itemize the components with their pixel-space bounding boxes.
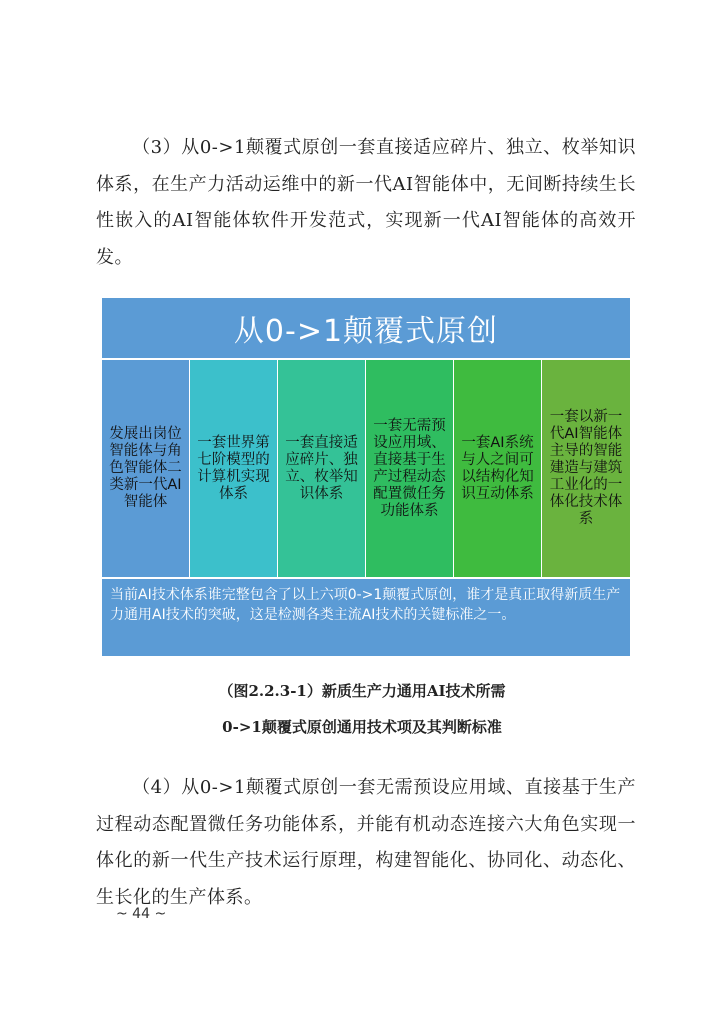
diagram-footer-note: 当前AI技术体系谁完整包含了以上六项0->1颠覆式原创，谁才是真正取得新质生产力通用AI技术的突破，这是检测各类主流AI技术的关键标准之一。 [102, 579, 630, 656]
diagram-column-label: 一套无需预设应用域、直接基于生产过程动态配置微任务功能体系 [373, 417, 446, 519]
diagram-column-6 [542, 360, 630, 577]
diagram-column-label: 一套世界第七阶模型的计算机实现体系 [197, 434, 270, 502]
diagram-column-3 [278, 360, 365, 577]
diagram-columns [102, 360, 630, 577]
diagram-column-5 [454, 360, 541, 577]
diagram-title: 从0->1颠覆式原创 [102, 298, 630, 358]
diagram-column-2 [190, 360, 277, 577]
paragraph-4: （4）从0->1颠覆式原创一套无需预设应用域、直接基于生产过程动态配置微任务功能体系，并能有机动态连接六大角色实现一体化的新一代生产技术运行原理，构建智能化、协同化、动态化、生长化的生产体系。 [96, 777, 636, 908]
diagram-column-4 [366, 360, 453, 577]
diagram-column-1 [102, 360, 189, 577]
diagram-column-label: 一套AI系统与人之间可以结构化知识互动体系 [461, 434, 534, 502]
diagram-column-label: 一套直接适应碎片、独立、枚举知识体系 [285, 434, 358, 502]
figure-caption-line-1: （图2.2.3-1）新质生产力通用AI技术所需 [218, 682, 506, 700]
diagram-column-label: 一套以新一代AI智能体主导的智能建造与建筑工业化的一体化技术体系 [549, 409, 623, 527]
innovation-diagram [102, 298, 630, 656]
figure-caption-line-2: 0->1颠覆式原创通用技术项及其判断标准 [222, 718, 502, 736]
page-number: ~ 44 ~ [116, 906, 167, 922]
paragraph-3: （3）从0->1颠覆式原创一套直接适应碎片、独立、枚举知识体系，在生产力活动运维中的新一代AI智能体中，无间断持续生长性嵌入的AI智能体软件开发范式，实现新一代AI智能体的高效开发。 [96, 137, 636, 268]
diagram-column-label: 发展出岗位智能体与角色智能体二类新一代AI智能体 [109, 426, 182, 510]
